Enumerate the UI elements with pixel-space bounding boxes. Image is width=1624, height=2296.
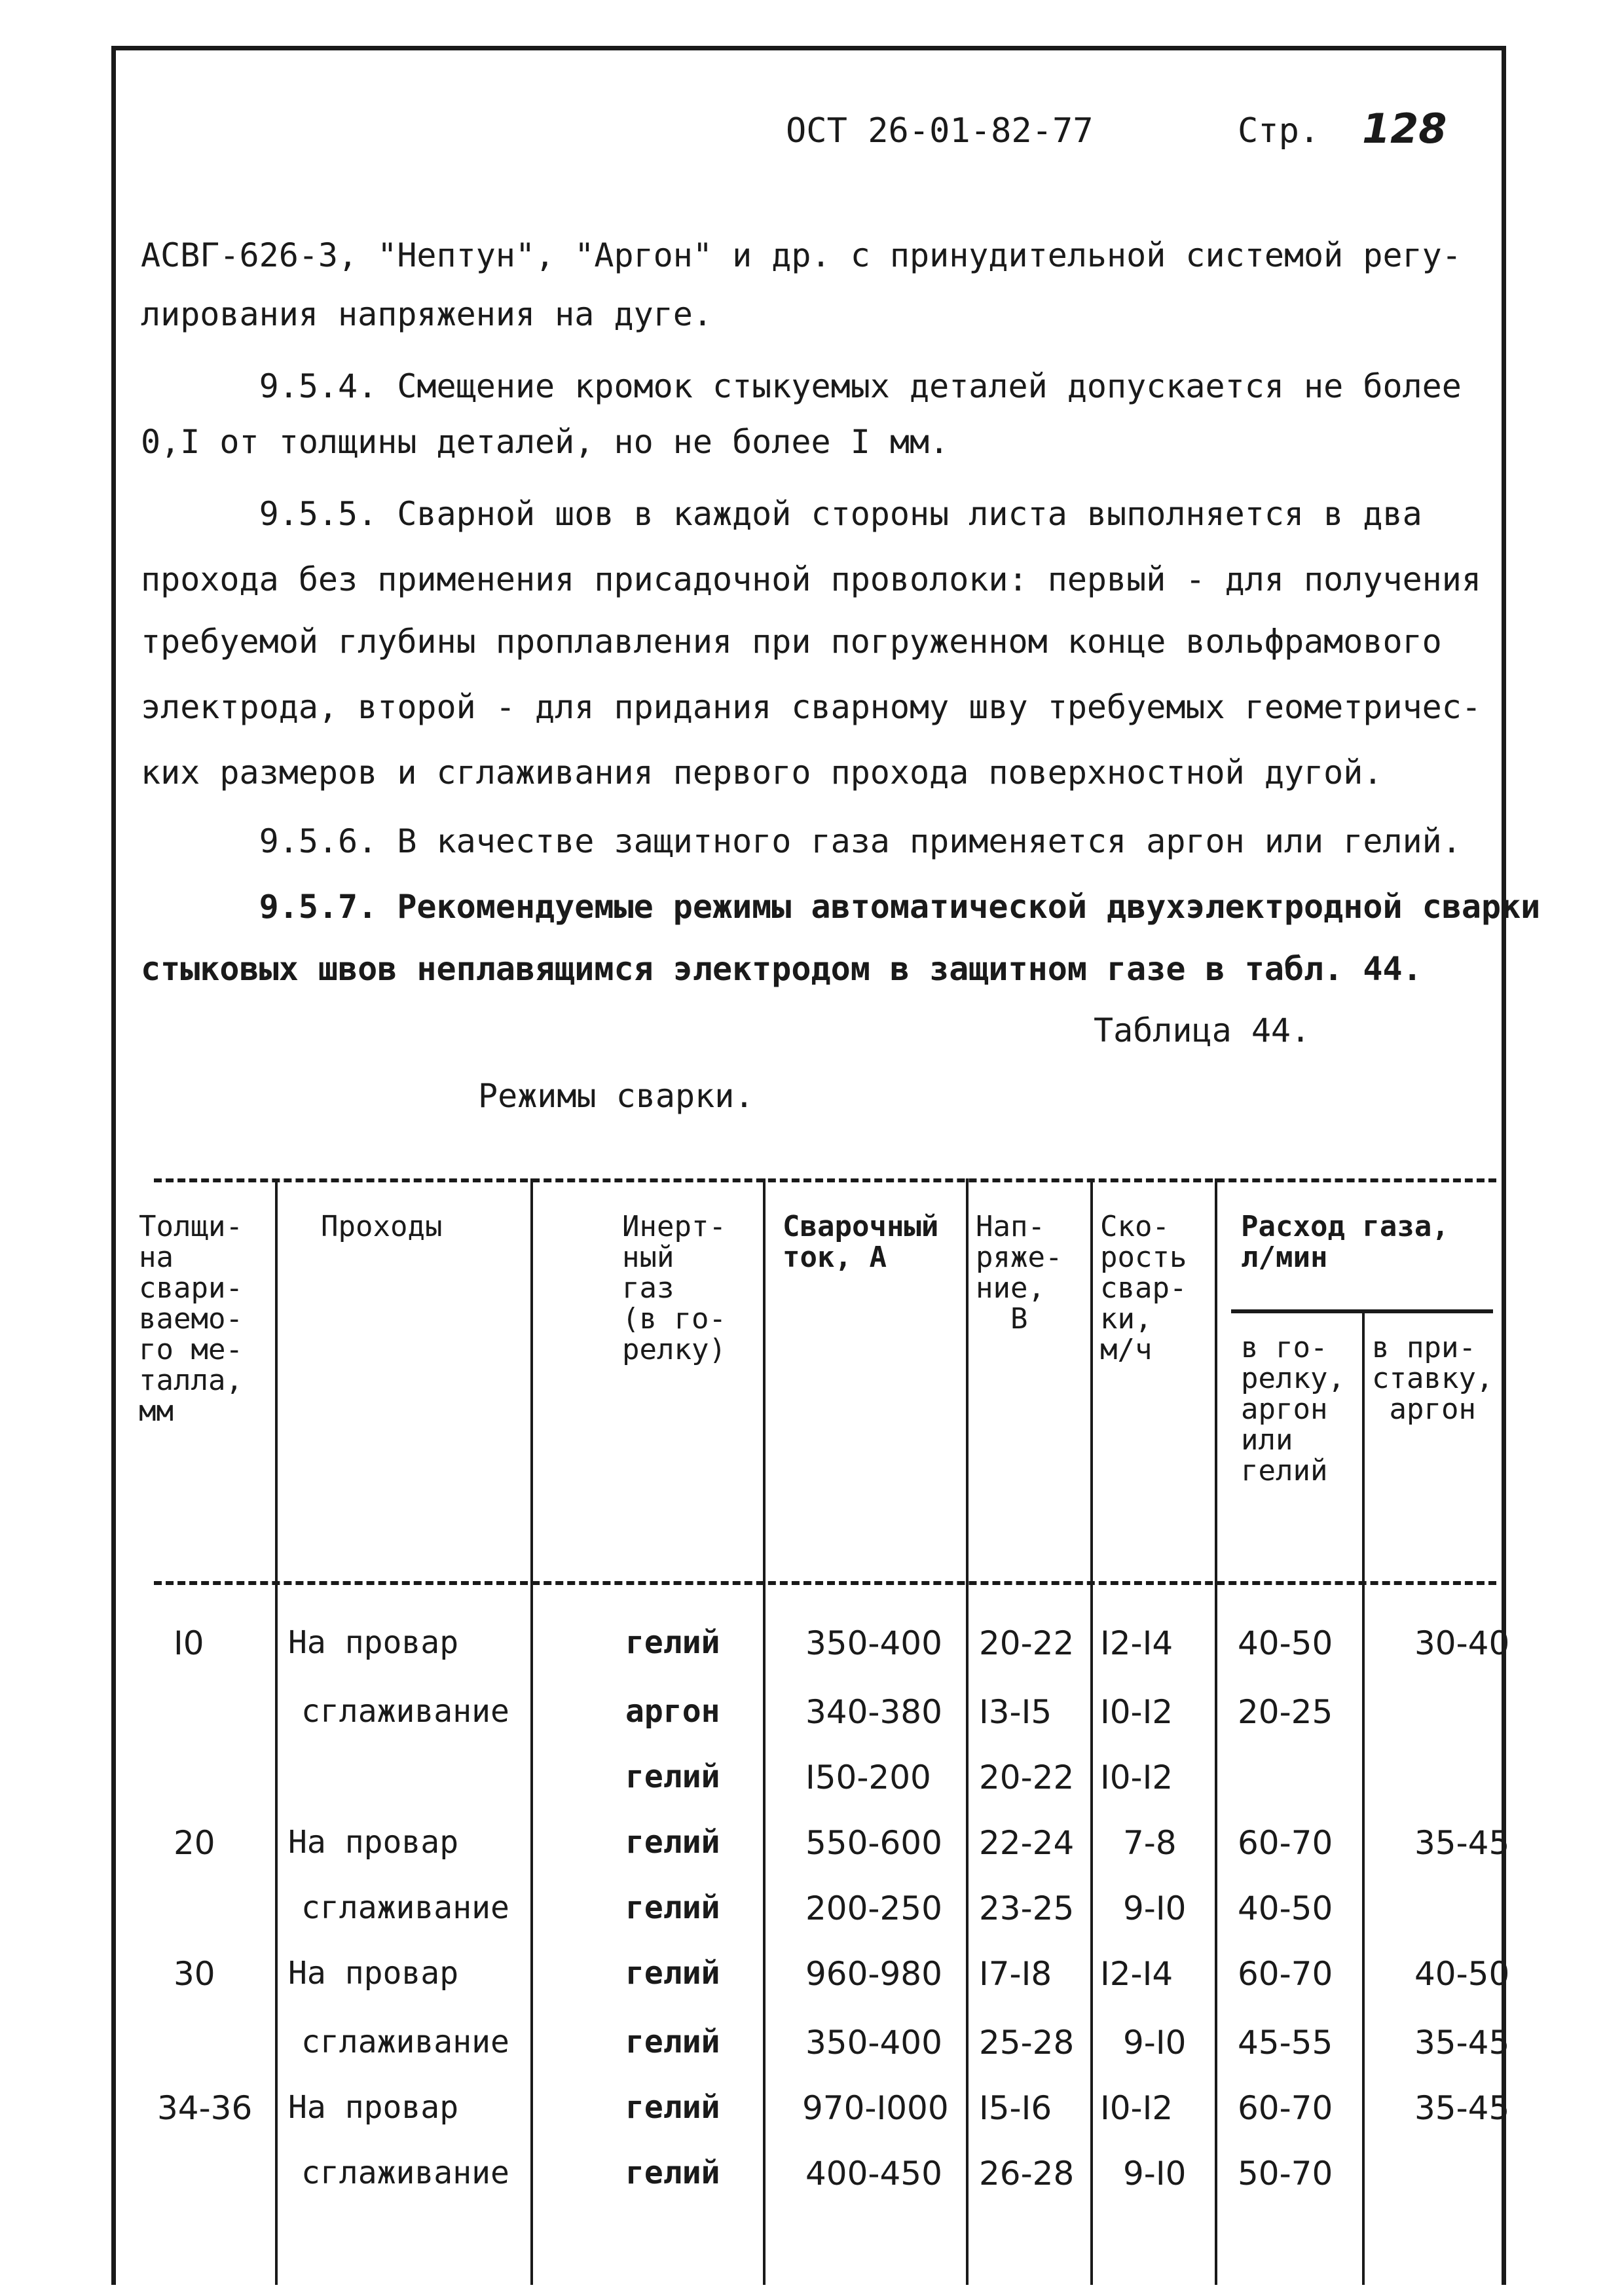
cell-speed: 9-I0 bbox=[1123, 2024, 1187, 2062]
cell-gas: гелий bbox=[625, 1955, 720, 1992]
body-line: прохода без применения присадочной проволоки: первый - для получения bbox=[141, 560, 1481, 598]
header-gas-flow-insert: в при- ставку, аргон bbox=[1372, 1331, 1494, 1426]
table-column-rule bbox=[763, 1178, 766, 2285]
cell-speed: I2-I4 bbox=[1100, 1955, 1173, 1993]
body-line: 9.5.7. Рекомендуемые режимы автоматической двухэлектродной сварки bbox=[141, 888, 1541, 926]
header-current: Сварочный ток, А bbox=[783, 1210, 939, 1274]
cell-speed: I0-I2 bbox=[1100, 2089, 1173, 2127]
cell-flow-torch: 40-50 bbox=[1238, 1624, 1333, 1662]
cell-flow-torch: 60-70 bbox=[1238, 2089, 1333, 2127]
cell-voltage: 22-24 bbox=[979, 1824, 1075, 1862]
cell-speed: I2-I4 bbox=[1100, 1624, 1173, 1662]
cell-flow-torch: 20-25 bbox=[1238, 1693, 1333, 1731]
cell-speed: 9-I0 bbox=[1123, 2155, 1187, 2193]
page-label: Стр. bbox=[1238, 111, 1320, 151]
cell-thickness: 20 bbox=[174, 1824, 215, 1862]
cell-voltage: 25-28 bbox=[979, 2024, 1075, 2062]
header-speed: Ско- рость свар- ки, м/ч bbox=[1100, 1210, 1187, 1366]
cell-flow-insert: 40-50 bbox=[1414, 1955, 1510, 1993]
body-line: лирования напряжения на дуге. bbox=[141, 295, 712, 333]
cell-current: 550-600 bbox=[805, 1824, 942, 1862]
header-gas-flow-torch: в го- релку, аргон или гелий bbox=[1241, 1331, 1345, 1487]
cell-current: 200-250 bbox=[805, 1889, 942, 1927]
cell-speed: I0-I2 bbox=[1100, 1693, 1173, 1731]
body-line: стыковых швов неплавящимся электродом в защитном газе в табл. 44. bbox=[141, 950, 1422, 988]
cell-current: 970-I000 bbox=[802, 2089, 949, 2127]
cell-gas: гелий bbox=[625, 1758, 720, 1795]
page-number: 128 bbox=[1362, 105, 1447, 153]
cell-flow-torch: 45-55 bbox=[1238, 2024, 1333, 2062]
cell-pass: На провар bbox=[288, 1824, 459, 1861]
table-title: Режимы сварки. bbox=[478, 1077, 754, 1115]
table-label: Таблица 44. bbox=[1094, 1011, 1311, 1049]
cell-thickness: 34-36 bbox=[157, 2089, 253, 2127]
cell-thickness: 30 bbox=[174, 1955, 215, 1993]
cell-flow-insert: 35-45 bbox=[1414, 2024, 1510, 2062]
header-thickness: Толщи- на свари- ваемо- го ме- талла, мм bbox=[139, 1210, 243, 1428]
cell-current: 350-400 bbox=[805, 2024, 942, 2062]
cell-gas: гелий bbox=[625, 2089, 720, 2126]
cell-speed: I0-I2 bbox=[1100, 1758, 1173, 1796]
cell-pass: сглаживание bbox=[301, 2024, 509, 2060]
table-column-rule bbox=[530, 1178, 533, 2285]
cell-current: 340-380 bbox=[805, 1693, 942, 1731]
cell-speed: 9-I0 bbox=[1123, 1889, 1187, 1927]
cell-flow-torch: 40-50 bbox=[1238, 1889, 1333, 1927]
cell-current: 960-980 bbox=[805, 1955, 942, 1993]
body-line: требуемой глубины проплавления при погруженном конце вольфрамового bbox=[141, 623, 1442, 661]
body-line: 9.5.5. Сварной шов в каждой стороны листа выполняется в два bbox=[141, 495, 1422, 533]
cell-flow-torch: 60-70 bbox=[1238, 1824, 1333, 1862]
cell-gas: гелий bbox=[625, 1824, 720, 1861]
cell-pass: сглаживание bbox=[301, 1693, 509, 1730]
cell-pass: На провар bbox=[288, 1955, 459, 1992]
cell-pass: На провар bbox=[288, 1624, 459, 1661]
cell-voltage: 26-28 bbox=[979, 2155, 1075, 2193]
cell-voltage: 20-22 bbox=[979, 1758, 1075, 1796]
table-column-rule bbox=[275, 1178, 278, 2285]
cell-flow-torch: 50-70 bbox=[1238, 2155, 1333, 2193]
body-line: АСВГ-626-3, "Нептун", "Аргон" и др. с принудительной системой регу- bbox=[141, 236, 1462, 274]
table-column-rule bbox=[1362, 1309, 1365, 2285]
cell-current: 350-400 bbox=[805, 1624, 942, 1662]
cell-voltage: I3-I5 bbox=[979, 1693, 1052, 1731]
document-code: ОСТ 26-01-82-77 bbox=[786, 111, 1094, 151]
cell-flow-torch: 60-70 bbox=[1238, 1955, 1333, 1993]
table-column-rule bbox=[1090, 1178, 1093, 2285]
header-gas: Инерт- ный газ (в го- релку) bbox=[622, 1210, 726, 1366]
cell-thickness: I0 bbox=[174, 1624, 204, 1662]
cell-gas: гелий bbox=[625, 2024, 720, 2060]
cell-flow-insert: 35-45 bbox=[1414, 2089, 1510, 2127]
cell-voltage: I7-I8 bbox=[979, 1955, 1052, 1993]
cell-gas: гелий bbox=[625, 1624, 720, 1661]
cell-flow-insert: 35-45 bbox=[1414, 1824, 1510, 1862]
table-top-rule bbox=[154, 1178, 1496, 1182]
cell-current: I50-200 bbox=[805, 1758, 931, 1796]
body-line: 9.5.4. Смещение кромок стыкуемых деталей допускается не более bbox=[141, 367, 1462, 405]
cell-voltage: I5-I6 bbox=[979, 2089, 1052, 2127]
table-header-rule bbox=[154, 1581, 1496, 1585]
header-voltage: Нап- ряже- ние, В bbox=[976, 1210, 1063, 1336]
cell-gas: аргон bbox=[625, 1693, 720, 1730]
cell-pass: сглаживание bbox=[301, 2155, 509, 2191]
body-line: ких размеров и сглаживания первого прохода поверхностной дугой. bbox=[141, 754, 1383, 792]
cell-flow-insert: 30-40 bbox=[1414, 1624, 1510, 1662]
cell-gas: гелий bbox=[625, 1889, 720, 1926]
cell-gas: гелий bbox=[625, 2155, 720, 2191]
header-gas-flow: Расход газа, л/мин bbox=[1241, 1210, 1449, 1274]
cell-speed: 7-8 bbox=[1123, 1824, 1177, 1862]
header-passes: Проходы bbox=[321, 1210, 443, 1243]
body-line: 0,I от толщины деталей, но не более I мм. bbox=[141, 423, 950, 461]
cell-pass: На провар bbox=[288, 2089, 459, 2126]
cell-voltage: 23-25 bbox=[979, 1889, 1075, 1927]
body-line: 9.5.6. В качестве защитного газа применяется аргон или гелий. bbox=[141, 822, 1462, 860]
cell-pass: сглаживание bbox=[301, 1889, 509, 1926]
table-column-rule bbox=[966, 1178, 969, 2285]
cell-voltage: 20-22 bbox=[979, 1624, 1075, 1662]
body-line: электрода, второй - для придания сварному шву требуемых геометричес- bbox=[141, 688, 1481, 726]
table-column-rule bbox=[1215, 1178, 1217, 2285]
cell-current: 400-450 bbox=[805, 2155, 942, 2193]
